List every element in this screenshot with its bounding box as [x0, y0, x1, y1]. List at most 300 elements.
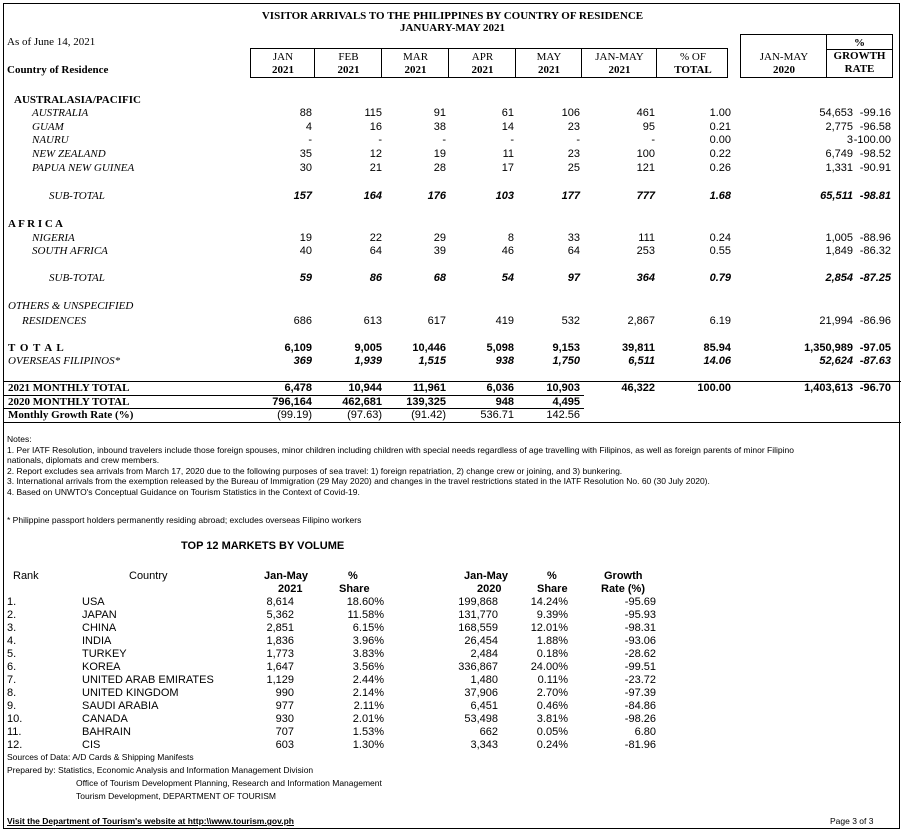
top-market-s2021: 11.58%: [347, 609, 384, 621]
prepared-by-line3: Tourism Development, DEPARTMENT OF TOURISM: [76, 791, 276, 801]
value-cell: 1,849: [825, 245, 853, 257]
top-market-s2021: 3.96%: [352, 635, 384, 647]
row-label: Monthly Growth Rate (%): [8, 409, 134, 421]
row-label: A F R I C A: [8, 218, 63, 230]
value-cell: 10,903: [546, 382, 580, 394]
value-cell: 1,939: [354, 355, 382, 367]
top-market-country: UNITED ARAB EMIRATES: [82, 674, 214, 686]
value-cell: -86.96: [859, 315, 891, 327]
top-markets-header-country: Country: [129, 570, 168, 582]
value-cell: 121: [636, 162, 655, 174]
top-markets-header-jm2021-b: 2021: [278, 583, 303, 595]
value-cell: -: [308, 134, 312, 146]
table-rule: [4, 395, 584, 396]
value-cell: 16: [369, 121, 382, 133]
table-row: [4, 134, 901, 147]
top-market-country: USA: [82, 596, 105, 608]
top-market-v2021: 930: [275, 713, 294, 725]
value-cell: 88: [299, 107, 312, 119]
top-market-s2020: 0.11%: [537, 674, 568, 686]
value-cell: 369: [293, 355, 312, 367]
row-label: SUB-TOTAL: [49, 272, 105, 284]
column-header-year: 2021: [471, 64, 494, 76]
top-market-growth: -84.86: [624, 700, 656, 712]
value-cell: 6,036: [486, 382, 514, 394]
table-rule: [4, 408, 584, 409]
row-label: 2021 MONTHLY TOTAL: [8, 382, 130, 394]
top-market-growth: -99.51: [624, 661, 656, 673]
top-market-rank: 10.: [7, 713, 23, 725]
value-cell: 97: [567, 272, 580, 284]
country-column-label: Country of Residence: [7, 64, 109, 76]
value-cell: 46,322: [621, 382, 655, 394]
value-cell: 39: [433, 245, 446, 257]
top-market-country: SAUDI ARABIA: [82, 700, 159, 712]
value-cell: 19: [299, 232, 312, 244]
column-header-bottom: RATE: [844, 63, 875, 75]
value-cell: 21: [369, 162, 382, 174]
top-market-v2021: 707: [275, 726, 294, 738]
value-cell: 5,098: [486, 342, 514, 354]
column-header-box-2021: [250, 48, 728, 78]
value-cell: -90.91: [859, 162, 891, 174]
value-cell: 0.55: [709, 245, 731, 257]
column-header-top: JAN-MAY: [759, 51, 809, 63]
value-cell: (91.42): [411, 409, 446, 421]
top-market-s2021: 1.30%: [352, 739, 384, 751]
top-market-rank: 9.: [7, 700, 17, 712]
top-market-s2020: 0.46%: [536, 700, 568, 712]
value-cell: 0.24: [709, 232, 731, 244]
report-title-line2: JANUARY-MAY 2021: [399, 22, 506, 34]
value-cell: 23: [567, 148, 580, 160]
top-markets-header-share-a: %: [348, 570, 358, 582]
column-header-top: JAN: [272, 51, 294, 63]
value-cell: 2,854: [825, 272, 853, 284]
value-cell: 38: [433, 121, 446, 133]
column-header-top: JAN-MAY: [595, 51, 644, 63]
top-market-v2020: 662: [479, 726, 498, 738]
table-row: [4, 190, 901, 203]
value-cell: 686: [293, 315, 312, 327]
value-cell: 4: [305, 121, 312, 133]
table-row: [4, 218, 901, 231]
value-cell: -98.81: [859, 190, 891, 202]
table-row: [4, 107, 901, 120]
value-cell: 0.79: [709, 272, 731, 284]
note-line: Notes:: [7, 434, 32, 444]
note-line: 3. International arrivals from the exemption released by the Bureau of Immigration (29 May 2020) and changes in the travel restrictions stated in the IATF Resolution No. 60 (30 July 2020).: [7, 476, 710, 486]
data-sources: Sources of Data: A/D Cards & Shipping Manifests: [7, 752, 194, 762]
top-markets-header-share2-b: Share: [537, 583, 568, 595]
column-header-5: [582, 49, 657, 77]
top-market-s2020: 12.01%: [530, 622, 568, 634]
value-cell: 253: [636, 245, 655, 257]
row-label: OVERSEAS FILIPINOS*: [8, 355, 121, 367]
value-cell: -96.70: [859, 382, 891, 394]
value-cell: 35: [299, 148, 312, 160]
top-market-growth: -95.93: [624, 609, 656, 621]
value-cell: -86.32: [859, 245, 891, 257]
top-market-v2020: 1,480: [470, 674, 498, 686]
column-header-year: 2020: [773, 64, 795, 76]
top-markets-title: TOP 12 MARKETS BY VOLUME: [181, 540, 345, 552]
top-market-v2020: 3,343: [470, 739, 498, 751]
page-number: Page 3 of 3: [830, 816, 874, 826]
top-market-rank: 8.: [7, 687, 17, 699]
top-market-rank: 6.: [7, 661, 17, 673]
top-markets-header-share2-a: %: [547, 570, 557, 582]
value-cell: 0.26: [709, 162, 731, 174]
top-market-rank: 5.: [7, 648, 17, 660]
top-market-s2021: 2.44%: [352, 674, 384, 686]
top-market-country: UNITED KINGDOM: [82, 687, 179, 699]
top-market-growth: -97.39: [624, 687, 656, 699]
top-market-country: BAHRAIN: [82, 726, 131, 738]
top-market-country: TURKEY: [82, 648, 127, 660]
table-row: [4, 300, 901, 313]
top-markets-header-share-b: Share: [339, 583, 370, 595]
column-header-4: [516, 49, 582, 77]
value-cell: 68: [433, 272, 446, 284]
value-cell: 10,944: [348, 382, 382, 394]
report-page: [3, 3, 900, 829]
top-market-s2020: 1.88%: [536, 635, 568, 647]
value-cell: 54,653: [819, 107, 853, 119]
top-markets-header-jm2020-a: Jan-May: [464, 570, 509, 582]
top-market-v2021: 8,614: [266, 596, 294, 608]
value-cell: 59: [299, 272, 312, 284]
column-header-year: 2021: [538, 64, 560, 76]
value-cell: 1,350,989: [804, 342, 853, 354]
row-label: AUSTRALIA: [32, 107, 89, 119]
table-row: [4, 148, 901, 161]
top-market-v2020: 2,484: [470, 648, 498, 660]
value-cell: 1,005: [825, 232, 853, 244]
value-cell: 30: [299, 162, 312, 174]
top-market-v2021: 990: [275, 687, 294, 699]
row-label: SUB-TOTAL: [49, 190, 105, 202]
column-header-year: 2021: [337, 64, 360, 76]
top-market-v2020: 168,559: [458, 622, 498, 634]
table-row: [4, 94, 901, 107]
top-market-s2020: 9.39%: [536, 609, 568, 621]
value-cell: 613: [363, 315, 382, 327]
top-market-s2021: 18.60%: [346, 596, 384, 608]
top-market-v2021: 1,773: [266, 648, 294, 660]
top-market-rank: 11.: [7, 726, 22, 738]
value-cell: 91: [433, 107, 446, 119]
value-cell: 176: [427, 190, 446, 202]
value-cell: -87.63: [859, 355, 891, 367]
value-cell: 65,511: [820, 190, 853, 202]
value-cell: 948: [495, 396, 514, 408]
value-cell: -: [378, 134, 382, 146]
row-label: SOUTH AFRICA: [32, 245, 108, 257]
value-cell: 6.19: [709, 315, 731, 327]
top-market-rank: 12.: [7, 739, 23, 751]
value-cell: 115: [364, 107, 382, 119]
top-market-country: CANADA: [82, 713, 128, 725]
value-cell: 23: [567, 121, 580, 133]
value-cell: 0.22: [709, 148, 731, 160]
overseas-filipinos-footnote: * Philippine passport holders permanently residing abroad; excludes overseas Filipino workers: [7, 515, 362, 525]
top-markets-header-jm2021-a: Jan-May: [264, 570, 309, 582]
value-cell: 17: [501, 162, 514, 174]
value-cell: 22: [369, 232, 382, 244]
top-market-growth: -98.26: [624, 713, 656, 725]
top-market-s2020: 14.24%: [530, 596, 568, 608]
value-cell: 12: [369, 148, 382, 160]
value-cell: 164: [363, 190, 382, 202]
value-cell: 52,624: [819, 355, 853, 367]
top-market-s2021: 6.15%: [352, 622, 384, 634]
value-cell: 61: [501, 107, 514, 119]
column-header-top: FEB: [338, 51, 359, 63]
top-market-v2021: 1,129: [266, 674, 294, 686]
column-header-year: 2021: [404, 64, 427, 76]
value-cell: -88.96: [859, 232, 891, 244]
column-header-2: [382, 49, 449, 77]
value-cell: 1.68: [709, 190, 731, 202]
value-cell: 0.21: [709, 121, 731, 133]
table-row: [4, 162, 901, 175]
value-cell: 111: [638, 232, 655, 244]
top-market-v2020: 336,867: [458, 661, 498, 673]
column-header-top: MAR: [402, 51, 429, 63]
top-market-growth: -95.69: [624, 596, 656, 608]
value-cell: 106: [561, 107, 580, 119]
value-cell: 364: [636, 272, 655, 284]
value-cell: 938: [495, 355, 514, 367]
prepared-by-line2: Office of Tourism Development Planning, Research and Information Management: [76, 778, 382, 788]
top-market-s2021: 2.14%: [352, 687, 384, 699]
column-header-year: 2021: [608, 64, 631, 76]
value-cell: -87.25: [859, 272, 891, 284]
top-market-s2020: 0.18%: [536, 648, 568, 660]
note-line: 1. Per IATF Resolution, inbound travelers include those foreign spouses, minor children including children with special needs regardless of age travelling with Filipinos, as well as foreign parents of minor Filipino: [7, 444, 794, 455]
column-header-top: APR: [471, 51, 494, 63]
top-market-v2020: 26,454: [464, 635, 498, 647]
top-market-growth: -98.31: [624, 622, 656, 634]
value-cell: 14: [501, 121, 514, 133]
value-cell: 419: [495, 315, 514, 327]
value-cell: 100.00: [697, 382, 731, 394]
value-cell: -: [576, 134, 580, 146]
top-market-rank: 7.: [7, 674, 17, 686]
value-cell: 536.71: [480, 409, 514, 421]
value-cell: (99.19): [277, 409, 312, 421]
column-header-year: TOTAL: [674, 64, 712, 76]
table-rule: [4, 381, 901, 382]
top-market-growth: -28.62: [624, 648, 656, 660]
value-cell: -: [651, 134, 655, 146]
column-header-box-2020: [740, 34, 893, 78]
row-label: T O T A L: [8, 342, 65, 354]
value-cell: 6,478: [284, 382, 312, 394]
row-label: 2020 MONTHLY TOTAL: [8, 396, 130, 408]
value-cell: 3: [846, 134, 853, 146]
value-cell: 0.00: [709, 134, 731, 146]
top-market-s2020: 2.70%: [536, 687, 568, 699]
top-market-country: JAPAN: [82, 609, 117, 621]
value-cell: 19: [433, 148, 446, 160]
top-market-v2020: 37,906: [464, 687, 498, 699]
notes-section: [7, 434, 794, 497]
value-cell: 28: [433, 162, 446, 174]
top-markets-header-jm2020-b: 2020: [477, 583, 502, 595]
value-cell: 532: [561, 315, 580, 327]
value-cell: 6,109: [284, 342, 312, 354]
note-line: 2. Report excludes sea arrivals from March 17, 2020 due to the following purposes of sea travel: 1) foreign repatriation, 2) change crew or joining, and 3) bunkering.: [7, 465, 623, 476]
value-cell: 14.06: [703, 355, 731, 367]
top-market-s2020: 24.00%: [530, 661, 568, 673]
row-label: RESIDENCES: [22, 315, 87, 327]
top-market-s2021: 3.56%: [352, 661, 384, 673]
value-cell: 10,446: [412, 342, 446, 354]
row-label: NAURU: [32, 134, 69, 146]
report-title-line1: VISITOR ARRIVALS TO THE PHILIPPINES BY COUNTRY OF RESIDENCE: [261, 10, 644, 22]
value-cell: 100: [636, 148, 655, 160]
value-cell: 54: [501, 272, 514, 284]
top-market-v2020: 131,770: [458, 609, 498, 621]
top-market-growth: -93.06: [624, 635, 656, 647]
top-market-rank: 1.: [7, 596, 17, 608]
column-header-top: MAY: [536, 51, 562, 63]
value-cell: 11: [502, 148, 514, 160]
growth-header-divider: [826, 49, 892, 50]
row-label: NEW ZEALAND: [32, 148, 106, 160]
value-cell: -96.58: [859, 121, 891, 133]
column-header-top: GROWTH: [833, 50, 886, 62]
top-market-v2021: 1,836: [266, 635, 294, 647]
top-market-v2020: 6,451: [470, 700, 498, 712]
top-market-s2020: 0.24%: [536, 739, 568, 751]
table-row: [4, 409, 901, 422]
value-cell: -100.00: [853, 134, 891, 146]
top-market-v2021: 977: [275, 700, 294, 712]
value-cell: 85.94: [703, 342, 731, 354]
value-cell: 46: [501, 245, 514, 257]
top-market-country: INDIA: [82, 635, 112, 647]
table-rule: [4, 422, 901, 423]
tourism-website-link[interactable]: Visit the Department of Tourism's website at http:\\www.tourism.gov.ph: [7, 816, 294, 826]
value-cell: -99.16: [859, 107, 891, 119]
value-cell: 6,749: [825, 148, 853, 160]
top-market-country: CIS: [82, 739, 101, 751]
value-cell: -98.52: [859, 148, 891, 160]
value-cell: 64: [369, 245, 382, 257]
value-cell: 40: [299, 245, 312, 257]
top-market-growth: 6.80: [634, 726, 656, 738]
value-cell: 461: [636, 107, 655, 119]
column-header-percent: %: [854, 37, 865, 49]
value-cell: 21,994: [819, 315, 853, 327]
prepared-by-line1: Prepared by: Statistics, Economic Analysis and Information Management Division: [7, 765, 314, 775]
value-cell: 2,867: [627, 315, 655, 327]
top-market-rank: 3.: [7, 622, 17, 634]
value-cell: 1,515: [418, 355, 446, 367]
top-market-v2021: 5,362: [266, 609, 294, 621]
value-cell: 64: [567, 245, 580, 257]
top-markets-header-growth-b: Rate (%): [601, 583, 646, 595]
top-market-v2021: 2,851: [266, 622, 294, 634]
table-row: [4, 382, 901, 395]
value-cell: 95: [642, 121, 655, 133]
value-cell: 9,153: [552, 342, 580, 354]
row-label: NIGERIA: [32, 232, 75, 244]
table-row: [4, 342, 901, 355]
value-cell: 1,403,613: [804, 382, 853, 394]
top-market-growth: -23.72: [624, 674, 656, 686]
column-header-janmay-2020: [741, 35, 827, 77]
value-cell: 39,811: [621, 342, 655, 354]
top-market-v2021: 1,647: [266, 661, 294, 673]
column-header-6: [657, 49, 729, 77]
top-market-v2020: 199,868: [458, 596, 498, 608]
column-header-year: 2021: [272, 64, 294, 76]
value-cell: 8: [507, 232, 514, 244]
value-cell: 462,681: [342, 396, 382, 408]
as-of-date: As of June 14, 2021: [7, 36, 96, 48]
value-cell: 617: [427, 315, 446, 327]
value-cell: 29: [433, 232, 446, 244]
top-markets-header-rank: Rank: [13, 570, 39, 582]
row-label: PAPUA NEW GUINEA: [32, 162, 135, 174]
column-header-growth-rate: [827, 35, 892, 77]
top-market-s2021: 2.11%: [353, 700, 384, 712]
note-line: nationals, diplomats and crew members.: [7, 455, 160, 465]
value-cell: 103: [495, 190, 514, 202]
table-row: [4, 245, 901, 258]
table-row: [4, 315, 901, 328]
value-cell: 33: [567, 232, 580, 244]
top-market-s2020: 0.05%: [536, 726, 568, 738]
column-header-0: [251, 49, 315, 77]
value-cell: 2,775: [825, 121, 853, 133]
top-markets-header-growth-a: Growth: [604, 570, 643, 582]
value-cell: (97.63): [347, 409, 382, 421]
value-cell: 796,164: [272, 396, 312, 408]
top-market-country: CHINA: [82, 622, 117, 634]
top-market-s2021: 2.01%: [352, 713, 384, 725]
note-line: 4. Based on UNWTO's Conceptual Guidance on Tourism Statistics in the Context of Covid-19.: [7, 486, 360, 497]
value-cell: 1.00: [709, 107, 731, 119]
column-header-top: % OF: [680, 51, 706, 63]
value-cell: 177: [561, 190, 580, 202]
value-cell: 157: [293, 190, 312, 202]
value-cell: 1,331: [825, 162, 853, 174]
table-row: [4, 121, 901, 134]
value-cell: -: [442, 134, 446, 146]
value-cell: 1,750: [552, 355, 580, 367]
top-market-s2021: 1.53%: [352, 726, 384, 738]
value-cell: 4,495: [552, 396, 580, 408]
row-label: OTHERS & UNSPECIFIED: [8, 300, 134, 312]
top-market-rank: 4.: [7, 635, 17, 647]
value-cell: -: [510, 134, 514, 146]
column-header-1: [315, 49, 382, 77]
value-cell: 86: [369, 272, 382, 284]
top-market-growth: -81.96: [624, 739, 656, 751]
table-row: [4, 355, 901, 368]
top-market-v2021: 603: [275, 739, 294, 751]
top-market-s2020: 3.81%: [536, 713, 568, 725]
row-label: GUAM: [32, 121, 64, 133]
top-market-v2020: 53,498: [464, 713, 498, 725]
value-cell: 142.56: [546, 409, 580, 421]
row-label: AUSTRALASIA/PACIFIC: [14, 94, 141, 106]
